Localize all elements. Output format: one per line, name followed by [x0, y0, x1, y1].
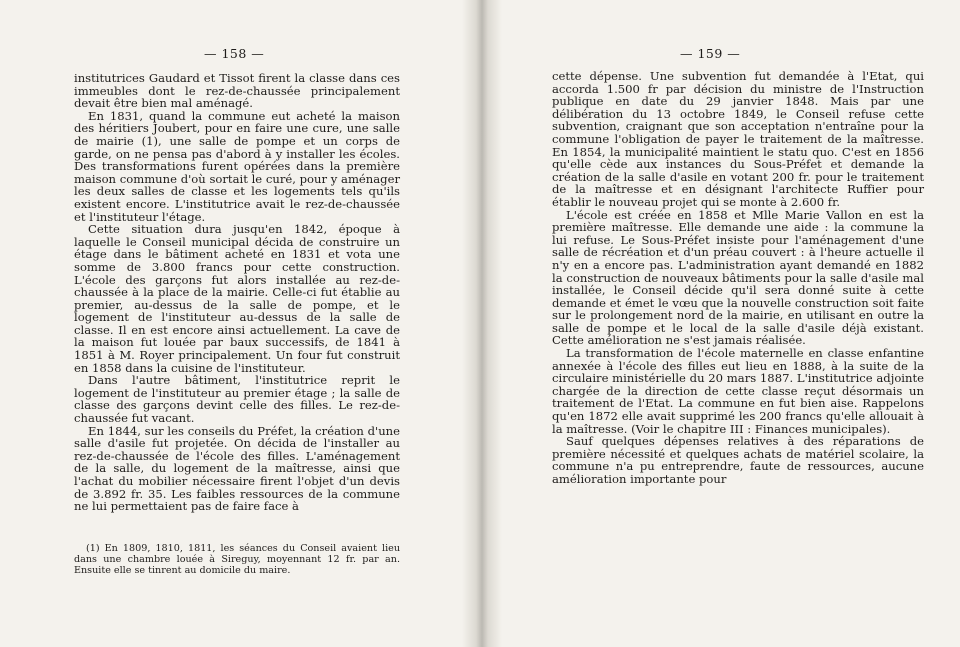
paragraph: Cette situation dura jusqu'en 1842, époque à laquelle le Conseil municipal décida de construire un étage dans le bâtiment acheté en 1831 et vota une somme de 3.800 francs pour cette construction. L'école des garçons fut alors installée au rez-de-chaussée à la place de la mairie. Celle-ci fut établie au premier, au-dessus de la salle de pompe, et le logement de l'instituteur au-dessus de la salle de classe. Il en est encore ainsi actuellement. La cave de la maison fut louée par baux successifs, de 1841 à 1851 à M. Royer principalement. Un four fut construit en 1858 dans la cuisine de l'instituteur.: [74, 222, 400, 375]
right-page-body: [552, 70, 924, 486]
paragraph: cette dépense. Une subvention fut demandée à l'Etat, qui accorda 1.500 fr par décision du ministre de l'Instruction publique en date du 29 janvier 1848. Mais par une délibération du 13 octobre 1849, le Conseil refuse cette subvention, craignant que son acceptation n'entraîne pour la commune l'obligation de payer le traitement de la maîtresse. En 1854, la municipalité maintient le statu quo. C'est en 1856 qu'elle cède aux instances du Sous-Préfet et demande la création de la salle d'asile en votant 200 fr. pour le traitement de la maîtresse et en désignant l'architecte Ruffier pour établir le nouveau projet qui se monte à 2.600 fr.: [552, 69, 924, 209]
paragraph: Sauf quelques dépenses relatives à des réparations de première nécessité et quelques achats de matériel scolaire, la commune n'a pu entreprendre, faute de ressources, aucune amélioration importante pour: [552, 434, 924, 486]
paragraph: En 1844, sur les conseils du Préfet, la création d'une salle d'asile fut projetée. On décida de l'installer au rez-de-chaussée de l'école des filles. L'aménagement de la salle, du logement de la maîtresse, ainsi que l'achat du mobilier nécessaire firent l'objet d'un devis de 3.892 fr. 35. Les faibles ressources de la commune ne lui permettaient pas de faire face à: [74, 423, 400, 514]
paragraph: L'école est créée en 1858 et Mlle Marie Vallon en est la première maîtresse. Elle demande une aide : la commune la lui refuse. Le Sous-Préfet insiste pour l'aménagement d'une salle de récréation et d'un préau couvert : à l'heure actuelle il n'y en a encore pas. L'administration ayant demandé en 1882 la construction de nouveaux bâtiments pour la salle d'asile mal installée, le Conseil décide qu'il sera donné suite à cette demande et émet le vœu que la nouvelle construction soit faite sur le prolongement nord de la mairie, en utilisant en outre la salle de pompe et le local de la salle d'asile déjà existant. Cette amélioration ne s'est jamais réalisée.: [552, 207, 924, 348]
book-gutter: [462, 0, 502, 647]
right-page: [502, 0, 960, 647]
left-page-number: — 158 —: [204, 46, 265, 61]
paragraph: La transformation de l'école maternelle en classe enfantine annexée à l'école des filles eut lieu en 1888, à la suite de la circulaire ministérielle du 20 mars 1887. L'institutrice adjointe chargée de la direction de cette classe reçut désormais un traitement de l'Etat. La commune en fut bien aise. Rappelons qu'en 1872 elle avait supprimé les 200 francs qu'elle allouait à la maîtresse. (Voir le chapitre III : Finances municipales).: [552, 346, 924, 436]
left-page: [0, 0, 462, 647]
paragraph: Dans l'autre bâtiment, l'institutrice reprit le logement de l'instituteur au premier étage ; la salle de classe des garçons devint celle des filles. Le rez-de-chaussée fut vacant.: [74, 373, 400, 426]
left-page-body: [74, 72, 400, 513]
right-page-number: — 159 —: [680, 46, 741, 61]
footnote: [74, 544, 400, 576]
paragraph: En 1831, quand la commune eut acheté la maison des héritiers Joubert, pour en faire une cure, une salle de mairie (1), une salle de pompe et un corps de garde, on ne pensa pas d'abord à y installer les écoles. Des transformations furent opérées dans la première maison commune d'où sortait le curé, pour y aménager les deux salles de classe et les logements tels qu'ils existent encore. L'institutrice avait le rez-de-chaussée et l'instituteur l'étage.: [74, 108, 400, 224]
footnote-text: (1) En 1809, 1810, 1811, les séances du Conseil avaient lieu dans une chambre louée à Sireguy, moyennant 12 fr. par an. Ensuite elle se tinrent au domicile du maire.: [74, 543, 400, 576]
paragraph: institutrices Gaudard et Tissot firent la classe dans ces immeubles dont le rez-de-chaussée principalement devait être bien mal aménagé.: [74, 71, 400, 111]
